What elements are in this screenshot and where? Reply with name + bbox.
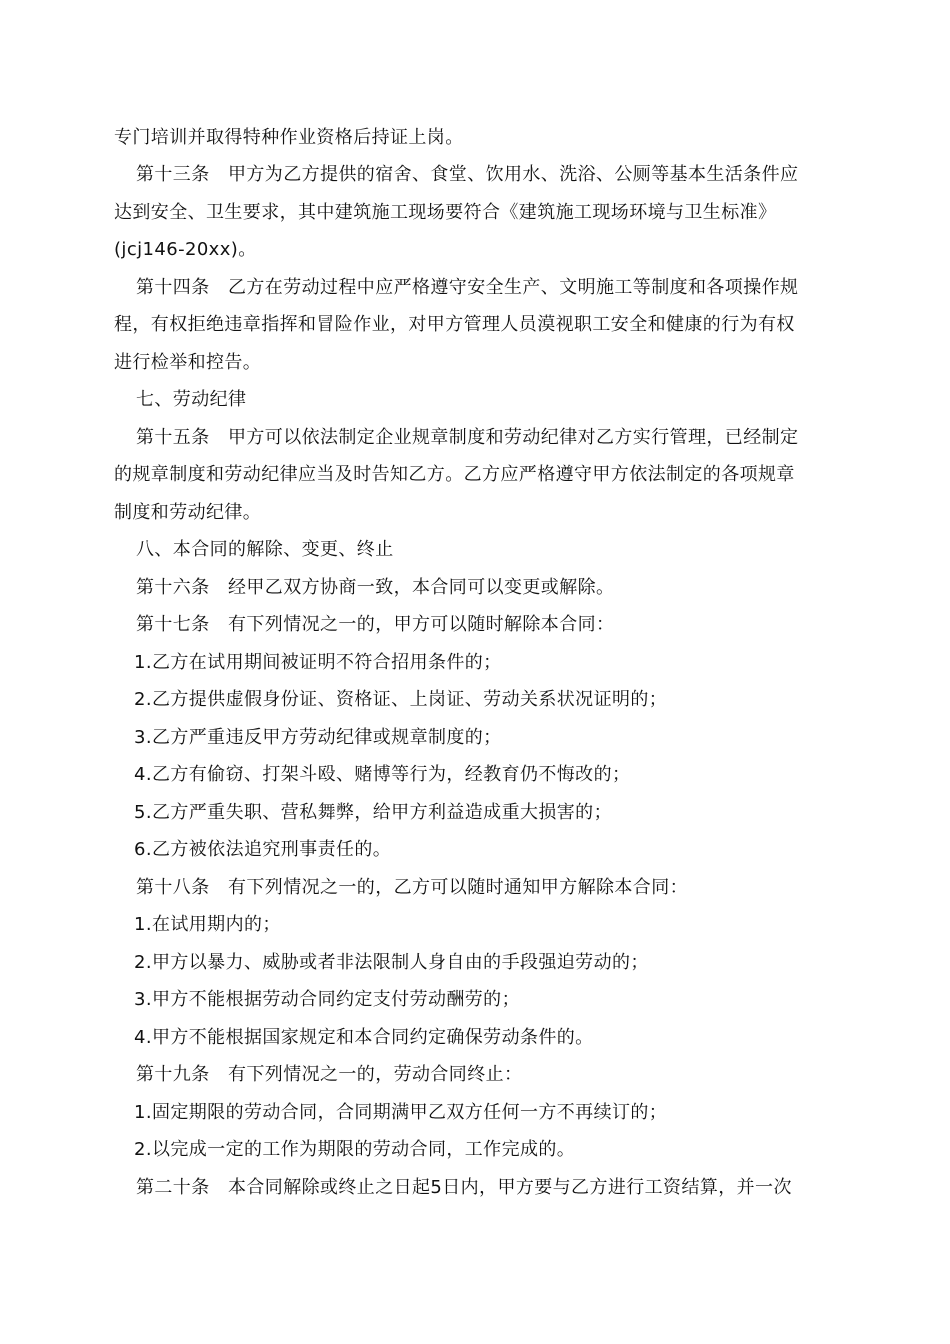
list-item: 5.乙方严重失职、营私舞弊，给甲方利益造成重大损害的； [134, 802, 612, 823]
article-19-line: 第十九条 有下列情况之一的，劳动合同终止： [136, 1064, 523, 1085]
section-heading-7: 七、劳动纪律 [136, 389, 247, 410]
list-item: 1.固定期限的劳动合同，合同期满甲乙双方任何一方不再续订的； [134, 1102, 668, 1123]
text-line: 专门培训并取得特种作业资格后持证上岗。 [114, 127, 464, 148]
article-16-line: 第十六条 经甲乙双方协商一致，本合同可以变更或解除。 [136, 577, 615, 598]
list-item: 4.甲方不能根据国家规定和本合同约定确保劳动条件的。 [134, 1027, 594, 1048]
list-item: 3.甲方不能根据劳动合同约定支付劳动酬劳的； [134, 989, 520, 1010]
article-13-line: 第十三条 甲方为乙方提供的宿舍、食堂、饮用水、洗浴、公厕等基本生活条件应 [136, 164, 799, 185]
list-item: 3.乙方严重违反甲方劳动纪律或规章制度的； [134, 727, 502, 748]
article-14-line: 第十四条 乙方在劳动过程中应严格遵守安全生产、文明施工等制度和各项操作规 [136, 277, 799, 298]
text-line: 达到安全、卫生要求，其中建筑施工现场要符合《建筑施工现场环境与卫生标准》 [114, 202, 777, 223]
list-item: 4.乙方有偷窃、打架斗殴、赌博等行为，经教育仍不悔改的； [134, 764, 631, 785]
article-20-line: 第二十条 本合同解除或终止之日起5日内，甲方要与乙方进行工资结算，并一次 [136, 1177, 792, 1198]
article-17-line: 第十七条 有下列情况之一的，甲方可以随时解除本合同： [136, 614, 615, 635]
list-item: 6.乙方被依法追究刑事责任的。 [134, 839, 392, 860]
article-18-line: 第十八条 有下列情况之一的，乙方可以随时通知甲方解除本合同： [136, 877, 688, 898]
text-line: 制度和劳动纪律。 [114, 502, 262, 523]
article-15-line: 第十五条 甲方可以依法制定企业规章制度和劳动纪律对乙方实行管理，已经制定 [136, 427, 799, 448]
text-line: (jcj146-20xx)。 [114, 239, 257, 260]
list-item: 2.乙方提供虚假身份证、资格证、上岗证、劳动关系状况证明的； [134, 689, 668, 710]
text-line: 进行检举和控告。 [114, 352, 262, 373]
text-line: 程，有权拒绝违章指挥和冒险作业，对甲方管理人员漠视职工安全和健康的行为有权 [114, 314, 795, 335]
list-item: 1.乙方在试用期间被证明不符合招用条件的； [134, 652, 502, 673]
list-item: 2.以完成一定的工作为期限的劳动合同，工作完成的。 [134, 1139, 576, 1160]
list-item: 1.在试用期内的； [134, 914, 281, 935]
text-line: 的规章制度和劳动纪律应当及时告知乙方。乙方应严格遵守甲方依法制定的各项规章 [114, 464, 795, 485]
list-item: 2.甲方以暴力、威胁或者非法限制人身自由的手段强迫劳动的； [134, 952, 649, 973]
section-heading-8: 八、本合同的解除、变更、终止 [136, 539, 394, 560]
